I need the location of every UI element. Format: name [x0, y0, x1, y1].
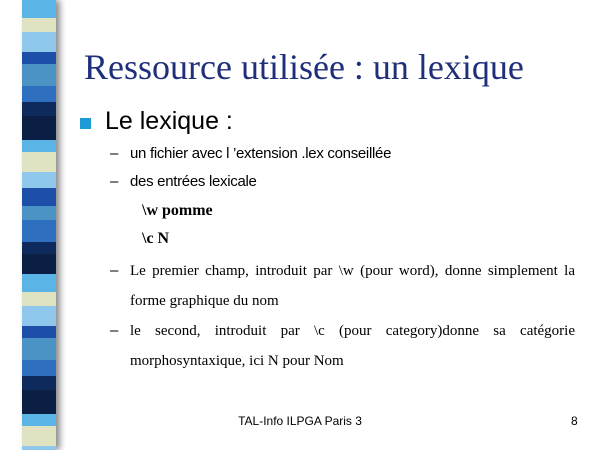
stripe-segment: [22, 306, 56, 326]
stripe-segment: [22, 360, 56, 376]
stripe-segment: [22, 64, 56, 86]
slide-title: Ressource utilisée : un lexique: [84, 47, 524, 87]
sub-item-entries: des entrées lexicale: [130, 173, 257, 190]
dash-bullet-icon: –: [110, 145, 119, 162]
stripe-segment: [22, 152, 56, 172]
stripe-segment: [22, 426, 56, 446]
dash-bullet-icon: –: [110, 262, 119, 279]
stripe-segment: [22, 390, 56, 414]
stripe-segment: [22, 188, 56, 206]
bullet-level1: [80, 107, 233, 136]
stripe-segment: [22, 102, 56, 116]
dash-bullet-icon: –: [110, 322, 119, 339]
stripe-segment: [22, 254, 56, 274]
stripe-segment: [22, 274, 56, 292]
stripe-segment: [22, 0, 56, 18]
square-bullet-icon: [80, 118, 91, 129]
stripe-segment: [22, 172, 56, 188]
stripe-segment: [22, 220, 56, 242]
bullet-text: Le lexique :: [105, 107, 233, 135]
lexicon-entry-category: \c N: [142, 230, 170, 247]
lexicon-entry-word: \w pomme: [142, 202, 213, 219]
footer-text: TAL-Info ILPGA Paris 3: [238, 414, 362, 428]
stripe-segment: [22, 18, 56, 32]
stripe-segment: [22, 376, 56, 390]
stripe-segment: [22, 140, 56, 152]
stripe-segment: [22, 326, 56, 338]
stripe-segment: [22, 206, 56, 220]
stripe-segment: [22, 292, 56, 306]
stripe-segment: [22, 446, 56, 450]
stripe-segment: [22, 338, 56, 360]
stripe-segment: [22, 242, 56, 254]
paragraph-second-field: le second, introduit par \c (pour category)donne sa catégorie morphosyntaxique, ici N pour Nom: [130, 323, 575, 369]
stripe-segment: [22, 52, 56, 64]
stripe-segment: [22, 116, 56, 140]
sub-item-extension: un fichier avec l ’extension .lex conseillée: [130, 145, 392, 162]
dash-bullet-icon: –: [110, 173, 119, 190]
stripe-segment: [22, 86, 56, 102]
stripe-segment: [22, 32, 56, 52]
page-number: 8: [571, 414, 578, 428]
decorative-stripe-bar: [22, 0, 56, 450]
paragraph-first-field: Le premier champ, introduit par \w (pour word), donne simplement la forme graphique du nom: [130, 263, 575, 309]
